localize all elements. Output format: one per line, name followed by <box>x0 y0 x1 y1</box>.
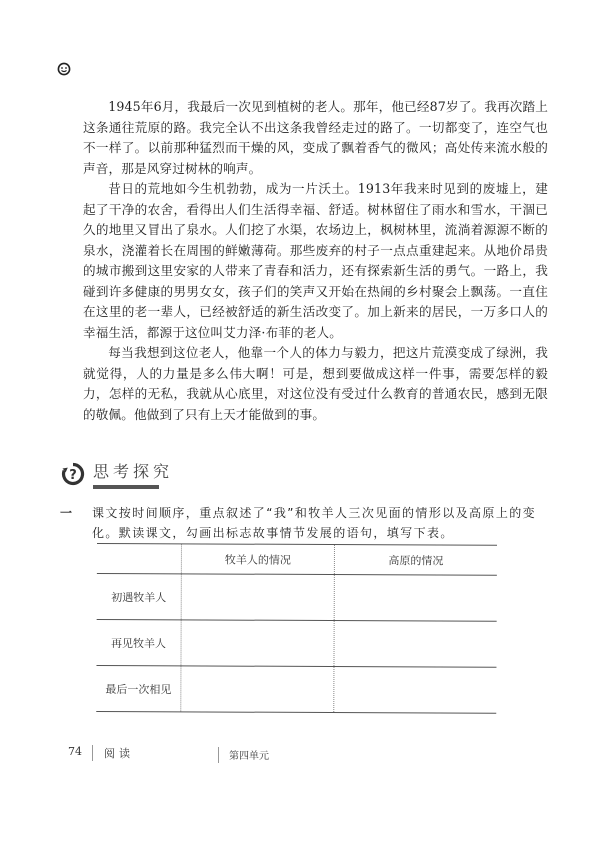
footer-section: 阅读 <box>104 747 134 760</box>
passage-paragraph: 1945年6月，我最后一次见到植树的老人。那年，他已经87岁了。我再次踏上这条通往荒原的路。我完全认不出这条我曾经走过的路了。一切都变了，连空气也不一样了。以前那种猛烈而干燥的风，变成了飘着香气的微风；高处传来流水般的声音，那是风穿过树林的响声。 <box>83 99 548 176</box>
page-number: 74 <box>68 745 82 758</box>
question-number: 一 <box>60 506 73 520</box>
table-row <box>97 574 497 622</box>
footer-divider <box>92 745 93 761</box>
answer-table <box>96 543 497 714</box>
footer-divider <box>218 747 219 763</box>
row-label: 再见牧羊人 <box>111 636 167 650</box>
shepherd-answer-cell[interactable] <box>181 574 334 620</box>
plateau-answer-cell[interactable] <box>333 621 496 667</box>
shepherd-answer-cell[interactable] <box>180 620 333 666</box>
plateau-answer-cell[interactable] <box>334 575 497 621</box>
table-header-cell <box>97 544 181 573</box>
passage <box>83 97 548 425</box>
plateau-answer-cell[interactable] <box>333 667 496 713</box>
table-row <box>96 620 496 668</box>
table-header-cell: 牧羊人的情况 <box>181 544 334 574</box>
shepherd-answer-cell[interactable] <box>180 666 333 712</box>
section-underline <box>93 485 159 489</box>
row-label: 初遇牧羊人 <box>111 590 167 604</box>
section-heading <box>61 462 173 489</box>
table-row <box>96 666 496 714</box>
question-mark-circle-icon <box>61 462 85 486</box>
section-title: 思考探究 <box>93 462 174 481</box>
question-item <box>60 503 550 543</box>
smiley-face-icon <box>57 62 71 76</box>
question-text: 课文按时间顺序，重点叙述了“我”和牧羊人三次见面的情形以及高原上的变化。默读课文，勾画出标志故事情节发展的语句，填写下表。 <box>92 506 537 540</box>
table-header-row <box>97 544 497 576</box>
footer-unit: 第四单元 <box>229 751 269 762</box>
page-footer <box>0 745 600 769</box>
table-header-cell: 高原的情况 <box>334 545 497 575</box>
row-label: 最后一次相见 <box>105 682 172 696</box>
svg-text:?: ? <box>69 468 77 483</box>
passage-paragraph: 昔日的荒地如今生机勃勃，成为一片沃土。1913年我来时见到的废墟上，建起了干净的农舍，看得出人们生活得幸福、舒适。树林留住了雨水和雪水，干涸已久的地里又冒出了泉水。人们挖了水渠，农场边上，枫树林里，流淌着源源不断的泉水，浇灌着长在周围的鲜嫩薄荷。那些废弃的村子一点点重建起来。从地价昂贵的城市搬到这里安家的人带来了青春和活力，还有探索新生活的勇气。一路上，我碰到许多健康的男男女女，孩子们的笑声又开始在热闹的乡村聚会上飘荡。一直住在这里的老一辈人，已经被舒适的新生活改变了。加上新来的居民，一万多口人的幸福生活，都源于这位叫艾力泽·布菲的老人。 <box>83 181 548 340</box>
passage-paragraph: 每当我想到这位老人，他靠一个人的体力与毅力，把这片荒漠变成了绿洲，我就觉得，人的力量是多么伟大啊！可是，想到要做成这样一件事，需要怎样的毅力，怎样的无私，我就从心底里，对这位没有受过什么教育的普通农民，感到无限的敬佩。他做到了只有上天才能做到的事。 <box>83 345 548 422</box>
